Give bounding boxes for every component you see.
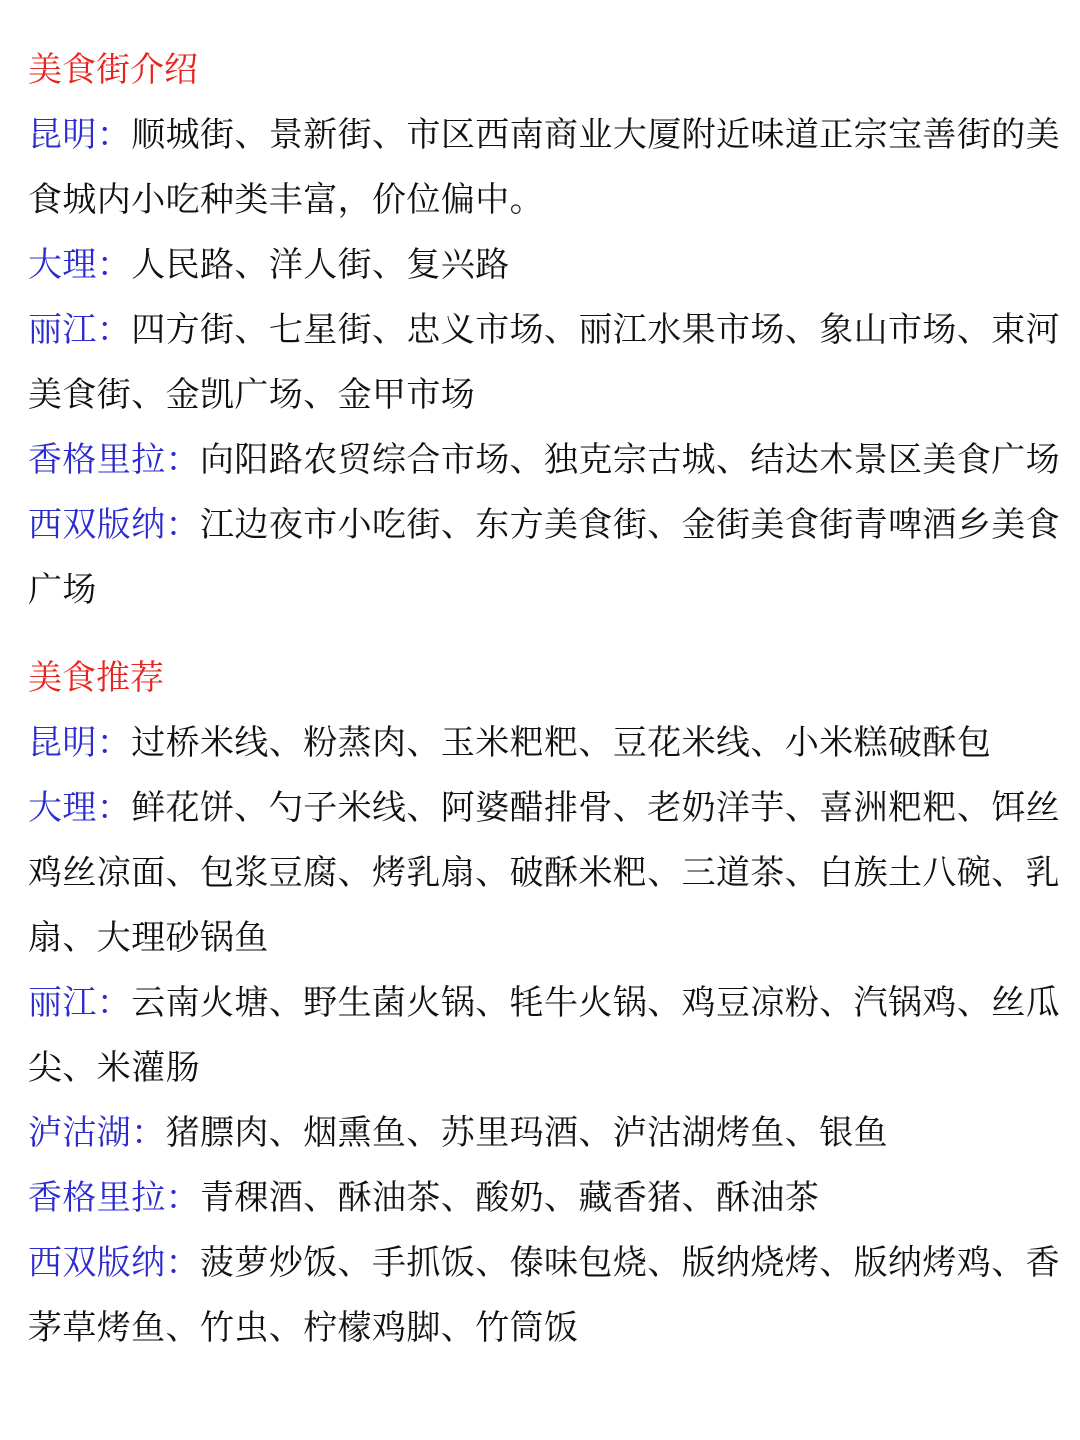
entry-text: 云南火塘、野生菌火锅、牦牛火锅、鸡豆凉粉、汽锅鸡、丝瓜尖、米灌肠: [28, 983, 1061, 1088]
entry-food-shangri-la: [28, 1166, 1068, 1231]
city-name: 香格里拉: [28, 1178, 166, 1218]
entry-text: 顺城街、景新街、市区西南商业大厦附近味道正宗宝善街的美食城内小吃种类丰富，价位偏中。: [28, 115, 1061, 220]
entry-text: 猪膘肉、烟熏鱼、苏里玛酒、泸沽湖烤鱼、银鱼: [165, 1113, 889, 1153]
city-name: 大理: [28, 788, 97, 828]
city-name: 丽江: [28, 310, 97, 350]
city-name: 昆明: [28, 115, 97, 155]
entry-text: 青稞酒、酥油茶、酸奶、藏香猪、酥油茶: [200, 1178, 820, 1218]
section-title-food-recommendations: 美食推荐: [28, 658, 164, 698]
entry-text: 鲜花饼、勺子米线、阿婆醋排骨、老奶洋芋、喜洲粑粑、饵丝鸡丝凉面、包浆豆腐、烤乳扇、破酥米粑、三道茶、白族土八碗、乳扇、大理砂锅鱼: [28, 788, 1061, 958]
city-colon: ：: [96, 245, 132, 285]
document-page: [28, 38, 1068, 1361]
city-name: 泸沽湖: [28, 1113, 132, 1153]
city-name: 香格里拉: [28, 440, 166, 480]
entry-text: 过桥米线、粉蒸肉、玉米粑粑、豆花米线、小米糕破酥包: [131, 723, 992, 763]
entry-food-street-kunming: [28, 103, 1068, 233]
entry-food-xishuangbanna: [28, 1231, 1068, 1361]
entry-text: 四方街、七星街、忠义市场、丽江水果市场、象山市场、束河美食街、金凯广场、金甲市场: [28, 310, 1061, 415]
entry-food-street-xishuangbanna: [28, 493, 1068, 623]
entry-food-lugu-lake: [28, 1101, 1068, 1166]
entry-food-street-shangri-la: [28, 428, 1068, 493]
city-colon: ：: [165, 1178, 201, 1218]
entry-food-street-lijiang: [28, 298, 1068, 428]
entry-text: 向阳路农贸综合市场、独克宗古城、结达木景区美食广场: [200, 440, 1061, 480]
city-colon: ：: [96, 310, 132, 350]
section-title-food-streets: 美食街介绍: [28, 50, 198, 90]
city-colon: ：: [96, 983, 132, 1023]
entry-food-lijiang: [28, 971, 1068, 1101]
entry-food-street-dali: [28, 233, 1068, 298]
city-name: 大理: [28, 245, 97, 285]
city-colon: ：: [131, 1113, 166, 1153]
entry-food-dali: [28, 776, 1068, 971]
entry-text: 人民路、洋人街、复兴路: [131, 245, 510, 285]
city-colon: ：: [96, 788, 132, 828]
city-colon: ：: [165, 440, 201, 480]
city-colon: ：: [165, 505, 201, 545]
entry-food-kunming: [28, 711, 1068, 776]
city-colon: ：: [165, 1243, 201, 1283]
entry-text: 江边夜市小吃街、东方美食街、金街美食街青啤酒乡美食广场: [28, 505, 1061, 610]
section-divider-space: [28, 623, 1068, 646]
city-colon: ：: [96, 115, 132, 155]
entry-text: 菠萝炒饭、手抓饭、傣味包烧、版纳烧烤、版纳烤鸡、香茅草烤鱼、竹虫、柠檬鸡脚、竹筒饭: [28, 1243, 1061, 1348]
city-name: 丽江: [28, 983, 97, 1023]
city-name: 西双版纳: [28, 505, 166, 545]
city-name: 昆明: [28, 723, 97, 763]
city-colon: ：: [96, 723, 132, 763]
city-name: 西双版纳: [28, 1243, 166, 1283]
